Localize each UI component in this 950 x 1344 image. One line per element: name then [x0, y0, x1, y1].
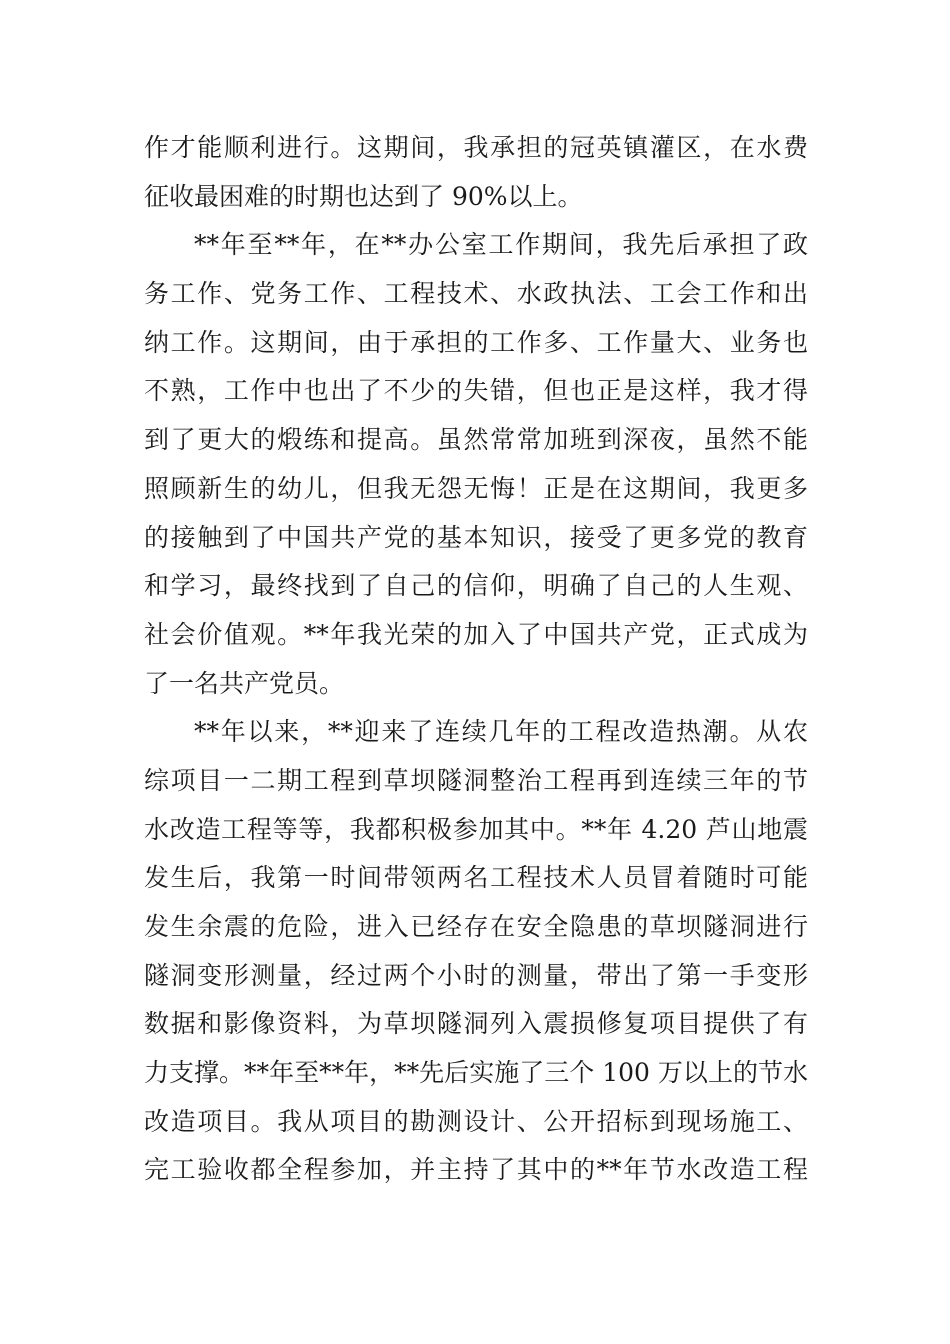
text-line: 作才能顺利进行。这期间，我承担的冠英镇灌区，在水费: [144, 133, 808, 162]
paragraph-1: [144, 124, 808, 221]
paragraph-2: [144, 221, 808, 708]
text-line: 征收最困难的时期也达到了 90%以上。: [144, 181, 583, 211]
text-line: 和学习，最终找到了自己的信仰，明确了自己的人生观、: [144, 571, 808, 601]
text-line: 完工验收都全程参加，并主持了其中的**年节水改造工程: [144, 1155, 808, 1185]
text-line: 改造项目。我从项目的勘测设计、公开招标到现场施工、: [144, 1106, 808, 1136]
text-line: **年以来，**迎来了连续几年的工程改造热潮。从农: [194, 717, 808, 747]
text-line: 隧洞变形测量，经过两个小时的测量，带出了第一手变形: [144, 960, 808, 990]
text-line: **年至**年，在**办公室工作期间，我先后承担了政: [194, 230, 808, 260]
text-line: 不熟，工作中也出了不少的失错，但也正是这样，我才得: [144, 376, 808, 406]
text-line: 力支撑。**年至**年，**先后实施了三个 100 万以上的节水: [144, 1058, 808, 1088]
text-line: 了一名共产党员。: [144, 668, 345, 698]
paragraph-3: [144, 708, 808, 1195]
document-body: [144, 124, 808, 1195]
text-line: 发生余震的危险，进入已经存在安全隐患的草坝隧洞进行: [144, 912, 808, 941]
text-line: 水改造工程等等，我都积极参加其中。**年 4.20 芦山地震: [144, 814, 808, 844]
text-line: 数据和影像资料，为草坝隧洞列入震损修复项目提供了有: [144, 1009, 808, 1039]
text-line: 照顾新生的幼儿，但我无怨无悔！正是在这期间，我更多: [144, 473, 808, 503]
text-line: 的接触到了中国共产党的基本知识，接受了更多党的教育: [144, 522, 808, 552]
text-line: 综项目一二期工程到草坝隧洞整治工程再到连续三年的节: [144, 765, 808, 795]
text-line: 社会价值观。**年我光荣的加入了中国共产党，正式成为: [144, 619, 808, 649]
text-line: 到了更大的煅练和提高。虽然常常加班到深夜，虽然不能: [144, 425, 808, 455]
text-line: 务工作、党务工作、工程技术、水政执法、工会工作和出: [144, 279, 808, 309]
text-line: 发生后，我第一时间带领两名工程技术人员冒着随时可能: [144, 863, 808, 893]
text-line: 纳工作。这期间，由于承担的工作多、工作量大、业务也: [144, 327, 808, 357]
